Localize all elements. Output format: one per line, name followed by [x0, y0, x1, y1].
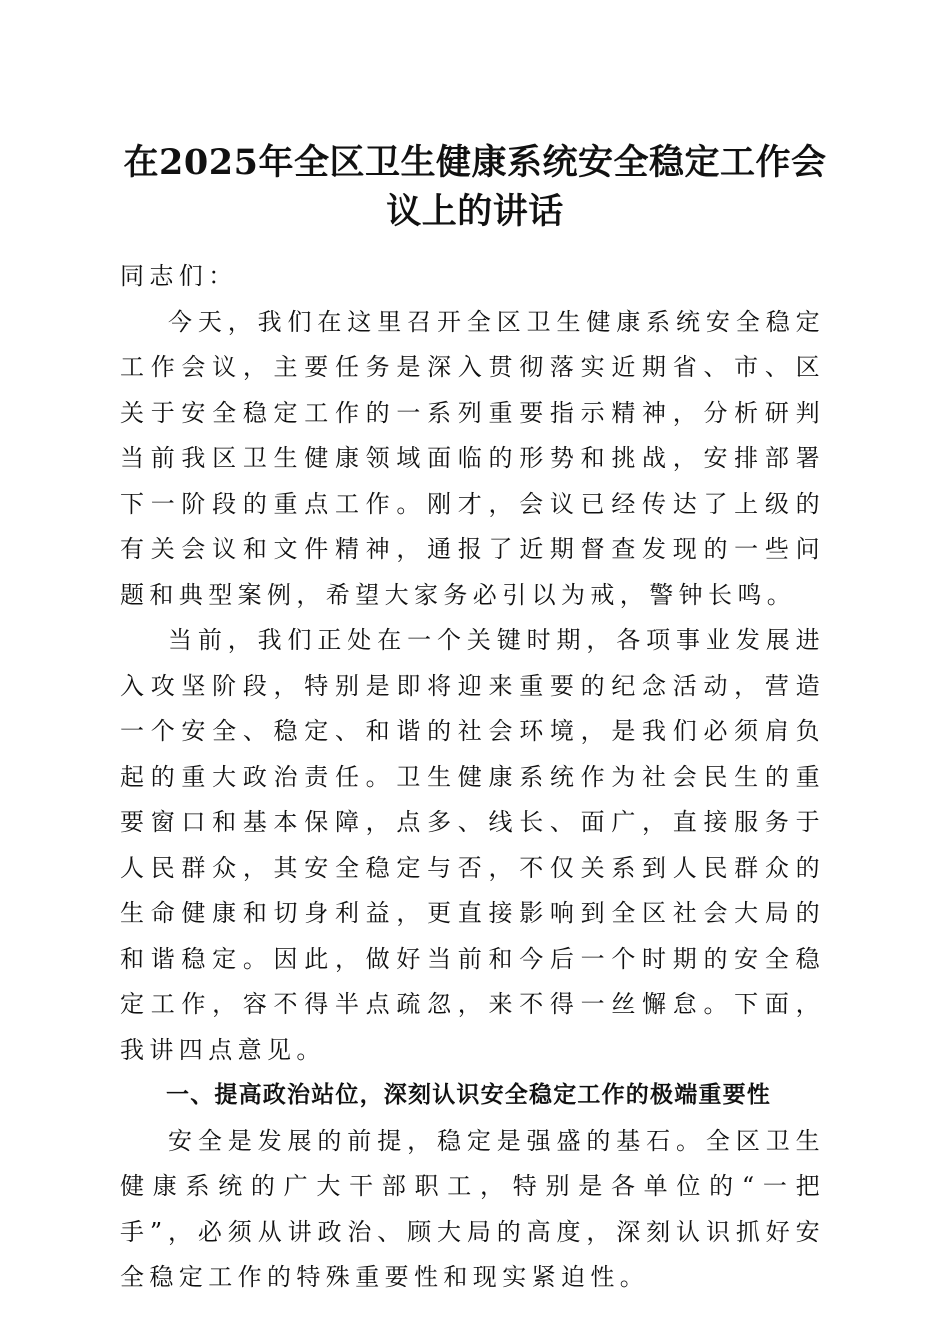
document-title: 在2025年全区卫生健康系统安全稳定工作会议上的讲话 [123, 142, 827, 232]
salutation: 同志们： [120, 262, 238, 290]
section-paragraph: 安全是发展的前提，稳定是强盛的基石。全区卫生健康系统的广大干部职工，特别是各单位的“一把手”，必须从讲政治、顾大局的高度，深刻认识抓好安全稳定工作的特殊重要性和现实紧迫性。 [120, 1126, 825, 1291]
section-heading: 一、提高政治站位，深刻认识安全稳定工作的极端重要性 [166, 1082, 771, 1108]
document-body [120, 254, 825, 1301]
paragraph-situation: 当前，我们正处在一个关键时期，各项事业发展进入攻坚阶段，特别是即将迎来重要的纪念活动，营造一个安全、稳定、和谐的社会环境，是我们必须肩负起的重大政治责任。卫生健康系统作为社会民生的重要窗口和基本保障，点多、线长、面广，直接服务于人民群众，其安全稳定与否，不仅关系到人民群众的生命健康和切身利益，更直接影响到全区社会大局的和谐稳定。因此，做好当前和今后一个时期的安全稳定工作，容不得半点疏忽，来不得一丝懈怠。下面，我讲四点意见。 [120, 626, 825, 1064]
paragraph-opening: 今天，我们在这里召开全区卫生健康系统安全稳定工作会议，主要任务是深入贯彻落实近期省、市、区关于安全稳定工作的一系列重要指示精神，分析研判当前我区卫生健康领域面临的形势和挑战，安排部署下一阶段的重点工作。刚才，会议已经传达了上级的有关会议和文件精神，通报了近期督查发现的一些问题和典型案例，希望大家务必引以为戒，警钟长鸣。 [120, 307, 825, 609]
